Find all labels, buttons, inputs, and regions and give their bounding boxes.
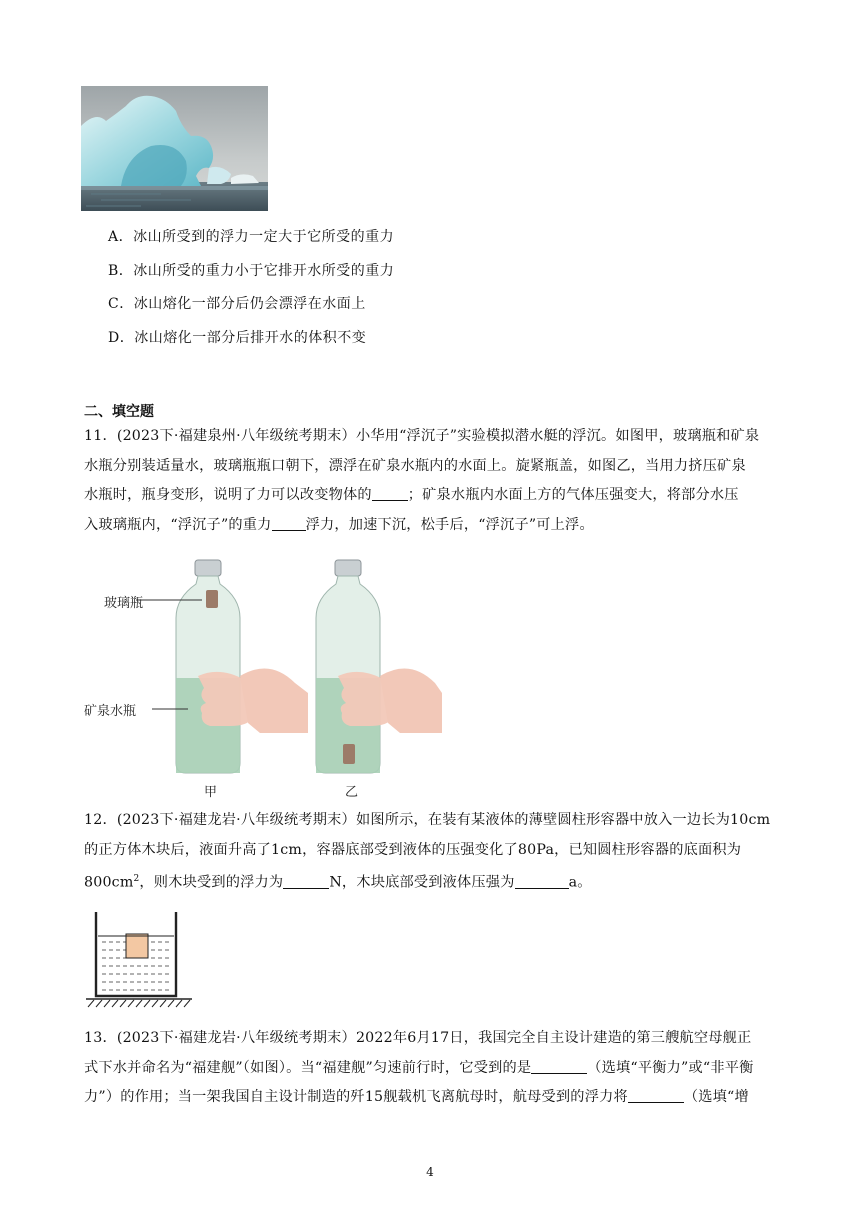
question-12	[84, 806, 784, 898]
answer-blank[interactable]	[531, 1059, 587, 1074]
answer-blank[interactable]	[372, 486, 408, 501]
iceberg-photo	[81, 86, 268, 211]
section-heading: 二、填空题	[84, 404, 154, 420]
q13-line3: 力”）的作用；当一架我国自主设计制造的歼15舰载机飞离航母时，航母受到的浮力将 （选填“增	[84, 1089, 749, 1105]
bottle-jia	[176, 560, 252, 773]
q13-line1: 13．(2023下·福建龙岩·八年级统考期末）2022年6月17日，我国完全自主设计建造的第三艘航空母舰正	[84, 1030, 752, 1046]
label-mineral-bottle: 矿泉水瓶	[84, 704, 137, 719]
label-glass-bottle: 玻璃瓶	[104, 596, 144, 611]
q12-line3: $800cm^2$，则木块受到的浮力为 N，木块底部受到液体压强为 a。	[84, 874, 592, 891]
bottle-yi	[316, 560, 392, 773]
option-d: D．冰山熔化一部分后排开水的体积不变	[108, 330, 367, 346]
answer-blank[interactable]	[628, 1088, 684, 1103]
label-yi: 乙	[345, 785, 359, 800]
page-number: 4	[426, 1165, 434, 1179]
option-b: B．冰山所受的重力小于它排开水所受的重力	[108, 263, 395, 279]
q11-line1: 11．(2023下·福建泉州·八年级统考期末）小华用“浮沉子”实验模拟潜水艇的浮沉。如图甲，玻璃瓶和矿泉	[84, 428, 760, 444]
label-jia: 甲	[204, 785, 218, 800]
option-a: A．冰山所受到的浮力一定大于它所受的重力	[108, 229, 395, 245]
answer-blank[interactable]	[272, 516, 306, 531]
container-diagram	[84, 908, 196, 1008]
q12-line1: 12．(2023下·福建龙岩·八年级统考期末）如图所示，在装有某液体的薄壁圆柱形容器中放入一边长为10cm	[84, 812, 771, 828]
option-c: C．冰山熔化一部分后仍会漂浮在水面上	[108, 296, 366, 312]
question-11	[84, 422, 784, 540]
q13-line2: 式下水并命名为“福建舰”（如图）。当“福建舰”匀速前行时，它受到的是 （选填“平衡力”或“非平衡	[84, 1059, 754, 1076]
question-13	[84, 1024, 784, 1113]
answer-blank[interactable]	[515, 874, 569, 889]
q11-line4: 入玻璃瓶内，“浮沉子”的重力 浮力，加速下沉，松手后，“浮沉子”可上浮。	[84, 516, 594, 533]
answer-blank[interactable]	[283, 874, 329, 889]
q12-line2: 的正方体木块后，液面升高了1cm，容器底部受到液体的压强变化了80Pa，已知圆柱形容器的底面积为	[84, 841, 742, 858]
q11-line3: 水瓶时，瓶身变形，说明了力可以改变物体的 ；矿泉水瓶内水面上方的气体压强变大，将部分水压	[84, 487, 739, 503]
q11-line2: 水瓶分别装适量水，玻璃瓶瓶口朝下，漂浮在矿泉水瓶内的水面上。旋紧瓶盖，如图乙，当用力挤压矿泉	[84, 457, 746, 474]
wood-block	[126, 934, 148, 958]
